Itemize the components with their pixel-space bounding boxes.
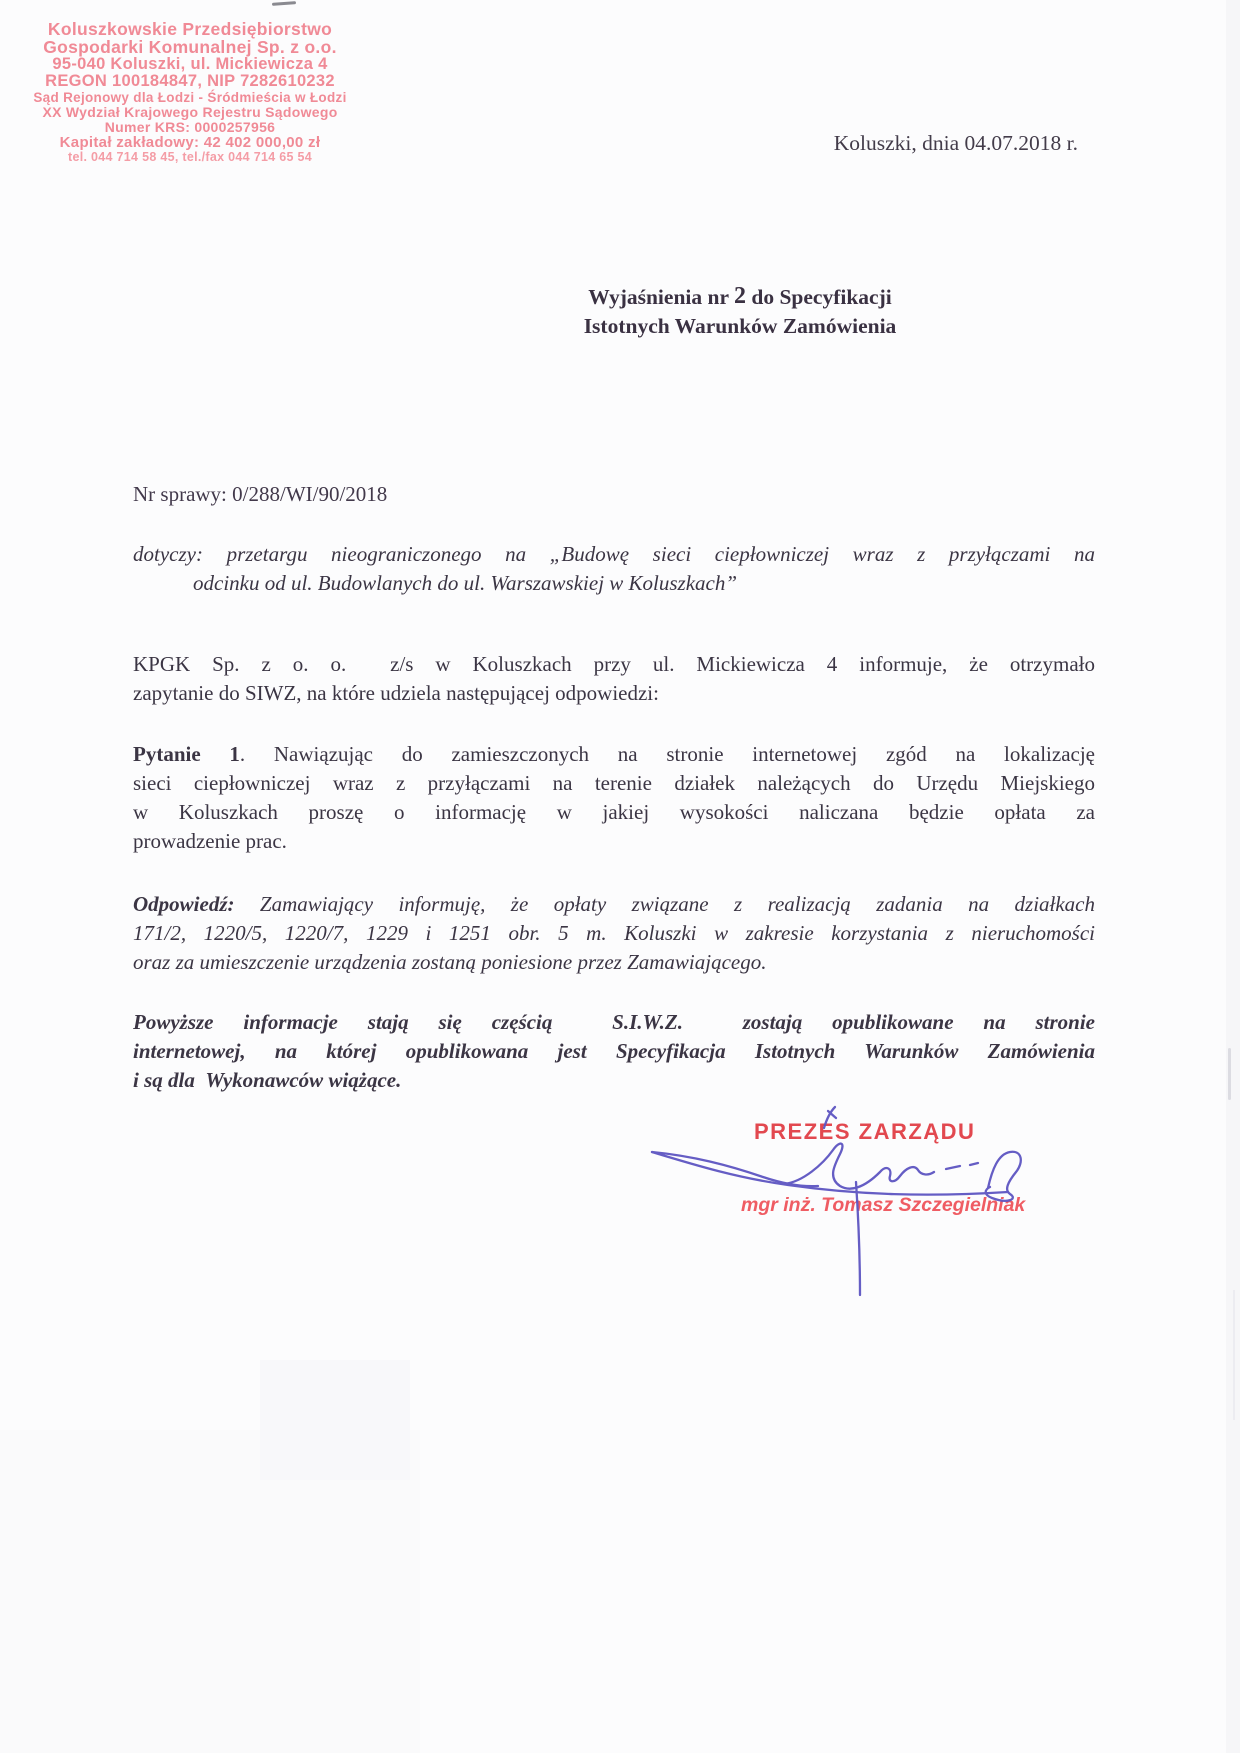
case-number: Nr sprawy: 0/288/WI/90/2018 [133, 482, 388, 506]
stamp-line: 95-040 Koluszki, ul. Mickiewicza 4 [52, 55, 328, 73]
title-number: 2 [734, 283, 746, 309]
scan-edge-strip [1226, 0, 1240, 1753]
answer-label: Odpowiedź: [133, 892, 235, 916]
paragraph-line [133, 740, 1095, 769]
paragraph-line: internetowej, na której opublikowana jest Specyfikacja Istotnych Warunków Zamówienia [133, 1039, 1095, 1063]
stamp-line: Kapitał zakładowy: 42 402 000,00 zł [59, 134, 321, 151]
title-line-2: Istotnych Warunków Zamówienia [583, 314, 897, 338]
scan-shading [260, 1360, 410, 1480]
scan-artifact-mark [1228, 1048, 1231, 1100]
paragraph-line: KPGK Sp. z o. o. z/s w Koluszkach przy ul. Mickiewicza 4 informuje, że otrzymało [133, 652, 1095, 676]
question-label: Pytanie 1 [133, 742, 240, 766]
stamp-line: REGON 100184847, NIP 7282610232 [45, 72, 335, 90]
intro-paragraph [133, 650, 1095, 708]
title-text: Wyjaśnienia nr [588, 285, 734, 309]
subject-line: odcinku od ul. Budowlanych do ul. Warszawskiej w Koluszkach” [193, 571, 738, 595]
paragraph-line: zapytanie do SIWZ, na które udziela następującej odpowiedzi: [133, 681, 659, 705]
signer-role-stamp: PREZES ZARZĄDU [754, 1119, 976, 1144]
date-line: Koluszki, dnia 04.07.2018 r. [833, 131, 1078, 155]
paragraph-line: i są dla Wykonawców wiążące. [133, 1068, 402, 1092]
title-text: do Specyfikacji [746, 285, 892, 309]
stamp-line: Numer KRS: 0000257956 [104, 119, 276, 135]
scan-artifact-dash [272, 1, 296, 6]
document-title [340, 283, 1140, 341]
answer-paragraph [133, 890, 1095, 977]
stamp-line: Koluszkowskie Przedsiębiorstwo [47, 19, 333, 39]
paragraph-line: sieci ciepłowniczej wraz z przyłączami na terenie działek należących do Urzędu Miejskiego [133, 771, 1095, 795]
title-line-1 [340, 283, 1140, 312]
paragraph-line: w Koluszkach proszę o informację w jakiej wysokości naliczana będzie opłata za [133, 800, 1095, 824]
handwritten-signature [588, 1092, 1068, 1302]
paragraph-line [133, 890, 1095, 919]
paragraph-line: oraz za umieszczenie urządzenia zostaną poniesione przez Zamawiającego. [133, 950, 767, 974]
stamp-line: tel. 044 714 58 45, tel./fax 044 714 65 54 [67, 150, 313, 164]
closing-paragraph [133, 1008, 1095, 1095]
stamp-line: XX Wydział Krajowego Rejestru Sądowego [42, 104, 338, 120]
signature-ink-path [652, 1107, 1021, 1295]
answer-text: Zamawiający informuję, że opłaty związane z realizacją zadania na działkach [234, 892, 1095, 916]
subject-line: dotyczy: przetargu nieograniczonego na „Budowę sieci ciepłowniczej wraz z przyłączami na [133, 542, 1095, 566]
question-text: . Nawiązując do zamieszczonych na stronie internetowej zgód na lokalizację [239, 742, 1096, 766]
signer-name-stamp: mgr inż. Tomasz Szczegielniak [741, 1194, 1026, 1216]
paragraph-line: 171/2, 1220/5, 1220/7, 1229 i 1251 obr. 5 m. Koluszki w zakresie korzystania z nieruchomości [133, 921, 1095, 945]
question-paragraph [133, 740, 1095, 856]
stamp-line: Gospodarki Komunalnej Sp. z o.o. [43, 37, 337, 57]
stamp-line: Sąd Rejonowy dla Łodzi - Śródmieścia w Łodzi [33, 90, 347, 105]
scan-artifact-mark [1233, 1290, 1235, 1420]
subject-block [133, 540, 1095, 598]
company-stamp [22, 20, 358, 164]
paragraph-line: prowadzenie prac. [133, 829, 287, 853]
paragraph-line: Powyższe informacje stają się częścią S.I.W.Z. zostają opublikowane na stronie [133, 1010, 1095, 1034]
